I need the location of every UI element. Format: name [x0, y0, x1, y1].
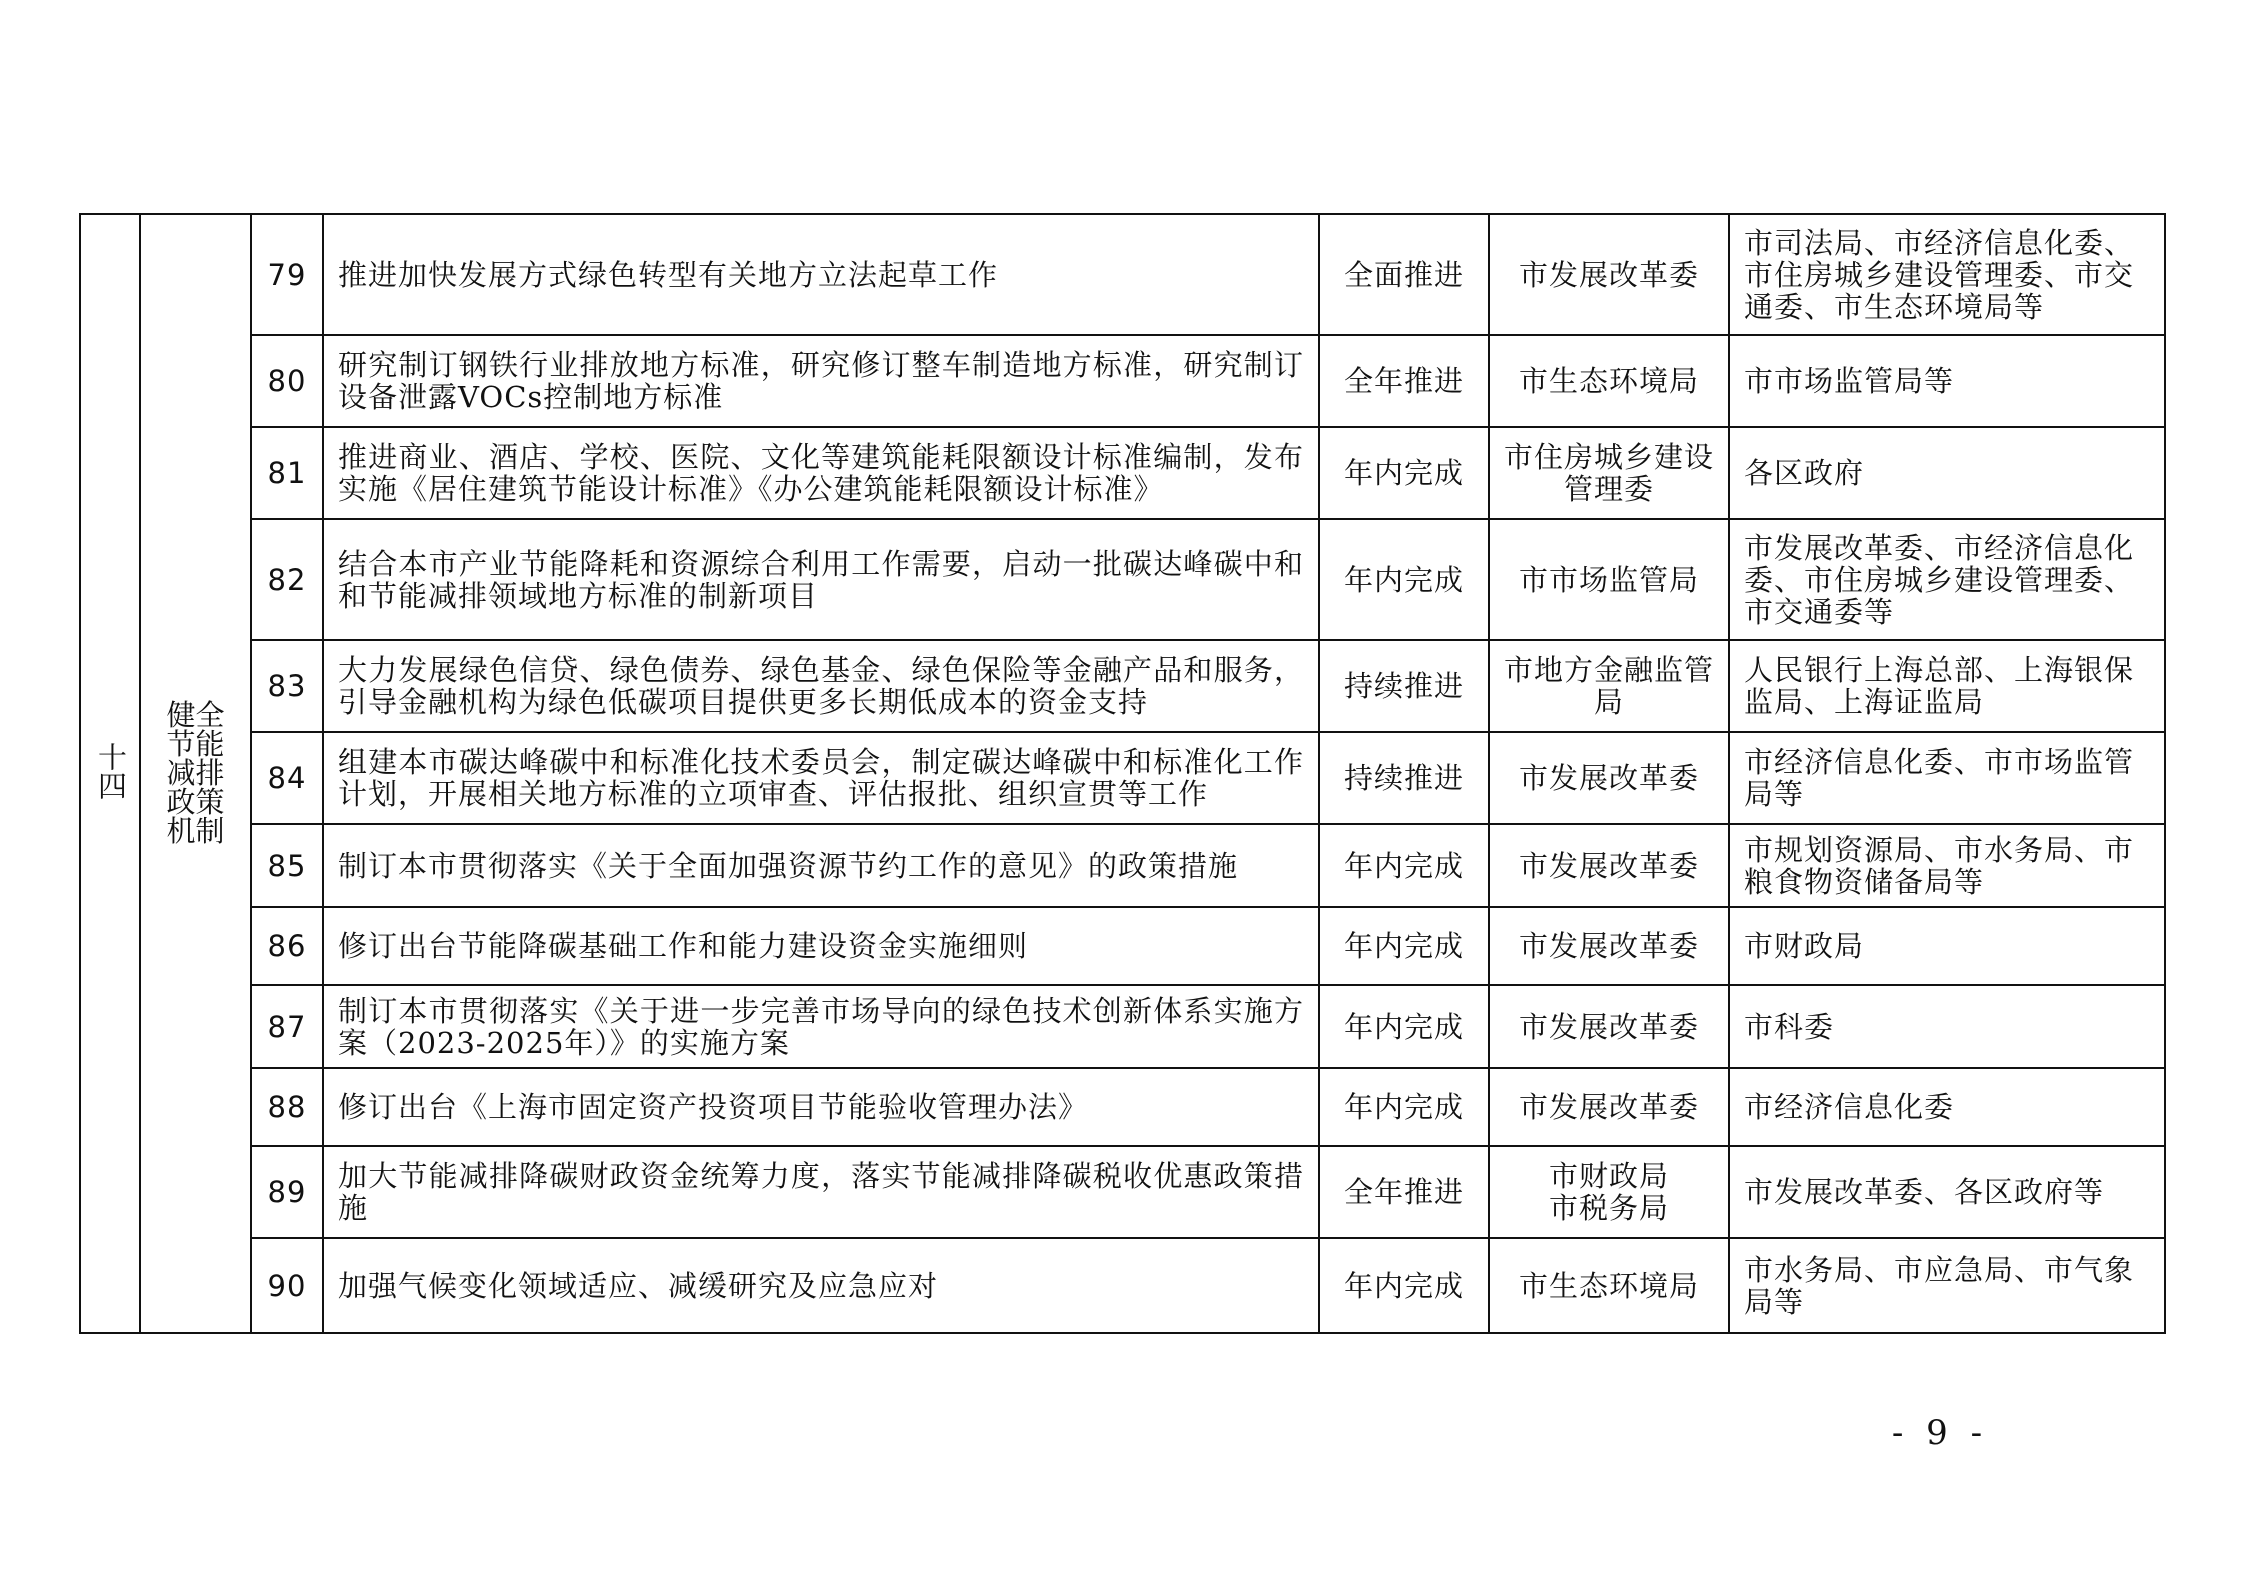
table-row: [80, 214, 2165, 335]
table-row: [80, 824, 2165, 907]
lead-department: 市生态环境局: [1489, 335, 1729, 427]
task-number: 79: [251, 214, 323, 335]
cooperating-departments: 市财政局: [1729, 907, 2165, 985]
subcategory-cell: [140, 214, 251, 1333]
completion-timeline: 全年推进: [1319, 335, 1489, 427]
cooperating-departments: 市经济信息化委、市市场监管局等: [1729, 732, 2165, 824]
completion-timeline: 持续推进: [1319, 732, 1489, 824]
cooperating-departments: 市水务局、市应急局、市气象局等: [1729, 1238, 2165, 1333]
table-row: [80, 427, 2165, 519]
table-body: [80, 214, 2165, 1333]
completion-timeline: 全面推进: [1319, 214, 1489, 335]
completion-timeline: 年内完成: [1319, 1238, 1489, 1333]
completion-timeline: 持续推进: [1319, 640, 1489, 732]
lead-department: 市发展改革委: [1489, 907, 1729, 985]
task-description: 修订出台《上海市固定资产投资项目节能验收管理办法》: [323, 1068, 1319, 1146]
table-row: [80, 1146, 2165, 1238]
cooperating-departments: 市发展改革委、市经济信息化委、市住房城乡建设管理委、市交通委等: [1729, 519, 2165, 640]
lead-department: 市财政局 市税务局: [1489, 1146, 1729, 1238]
lead-department: 市发展改革委: [1489, 1068, 1729, 1146]
task-number: 85: [251, 824, 323, 907]
task-number: 89: [251, 1146, 323, 1238]
completion-timeline: 年内完成: [1319, 1068, 1489, 1146]
lead-department: 市市场监管局: [1489, 519, 1729, 640]
page-number: - 9 -: [1891, 1413, 1989, 1453]
task-table: [79, 213, 2166, 1334]
task-description: 结合本市产业节能降耗和资源综合利用工作需要，启动一批碳达峰碳中和和节能减排领域地方标准的制新项目: [323, 519, 1319, 640]
completion-timeline: 年内完成: [1319, 427, 1489, 519]
completion-timeline: 年内完成: [1319, 907, 1489, 985]
cooperating-departments: 市司法局、市经济信息化委、市住房城乡建设管理委、市交通委、市生态环境局等: [1729, 214, 2165, 335]
task-description: 组建本市碳达峰碳中和标准化技术委员会，制定碳达峰碳中和标准化工作计划，开展相关地方标准的立项审查、评估报批、组织宣贯等工作: [323, 732, 1319, 824]
cooperating-departments: 市经济信息化委: [1729, 1068, 2165, 1146]
lead-department: 市住房城乡建设管理委: [1489, 427, 1729, 519]
table-row: [80, 640, 2165, 732]
table-row: [80, 985, 2165, 1068]
task-number: 87: [251, 985, 323, 1068]
lead-department: 市地方金融监管局: [1489, 640, 1729, 732]
table-row: [80, 1068, 2165, 1146]
task-description: 研究制订钢铁行业排放地方标准，研究修订整车制造地方标准，研究制订设备泄露VOCs控制地方标准: [323, 335, 1319, 427]
table-row: [80, 907, 2165, 985]
task-number: 83: [251, 640, 323, 732]
completion-timeline: 年内完成: [1319, 519, 1489, 640]
task-number: 88: [251, 1068, 323, 1146]
cooperating-departments: 各区政府: [1729, 427, 2165, 519]
cooperating-departments: 市市场监管局等: [1729, 335, 2165, 427]
cooperating-departments: 市科委: [1729, 985, 2165, 1068]
task-number: 80: [251, 335, 323, 427]
lead-department: 市发展改革委: [1489, 732, 1729, 824]
task-number: 81: [251, 427, 323, 519]
category-label: 十四: [94, 741, 128, 800]
lead-department: 市发展改革委: [1489, 824, 1729, 907]
completion-timeline: 年内完成: [1319, 824, 1489, 907]
table-row: [80, 1238, 2165, 1333]
completion-timeline: 年内完成: [1319, 985, 1489, 1068]
lead-department: 市生态环境局: [1489, 1238, 1729, 1333]
category-cell: [80, 214, 140, 1333]
task-description: 加大节能减排降碳财政资金统筹力度，落实节能减排降碳税收优惠政策措施: [323, 1146, 1319, 1238]
task-description: 制订本市贯彻落实《关于进一步完善市场导向的绿色技术创新体系实施方案（2023-2025年）》的实施方案: [323, 985, 1319, 1068]
task-description: 加强气候变化领域适应、减缓研究及应急应对: [323, 1238, 1319, 1333]
cooperating-departments: 市规划资源局、市水务局、市粮食物资储备局等: [1729, 824, 2165, 907]
task-number: 82: [251, 519, 323, 640]
completion-timeline: 全年推进: [1319, 1146, 1489, 1238]
task-description: 推进加快发展方式绿色转型有关地方立法起草工作: [323, 214, 1319, 335]
lead-department: 市发展改革委: [1489, 985, 1729, 1068]
table-row: [80, 519, 2165, 640]
task-description: 大力发展绿色信贷、绿色债券、绿色基金、绿色保险等金融产品和服务，引导金融机构为绿色低碳项目提供更多长期低成本的资金支持: [323, 640, 1319, 732]
subcategory-label: 健全节能减排政策机制: [166, 697, 225, 848]
task-description: 推进商业、酒店、学校、医院、文化等建筑能耗限额设计标准编制，发布实施《居住建筑节能设计标准》《办公建筑能耗限额设计标准》: [323, 427, 1319, 519]
lead-department: 市发展改革委: [1489, 214, 1729, 335]
task-number: 84: [251, 732, 323, 824]
task-description: 制订本市贯彻落实《关于全面加强资源节约工作的意见》的政策措施: [323, 824, 1319, 907]
task-number: 86: [251, 907, 323, 985]
task-description: 修订出台节能降碳基础工作和能力建设资金实施细则: [323, 907, 1319, 985]
task-number: 90: [251, 1238, 323, 1333]
cooperating-departments: 市发展改革委、各区政府等: [1729, 1146, 2165, 1238]
table-row: [80, 335, 2165, 427]
cooperating-departments: 人民银行上海总部、上海银保监局、上海证监局: [1729, 640, 2165, 732]
table-row: [80, 732, 2165, 824]
